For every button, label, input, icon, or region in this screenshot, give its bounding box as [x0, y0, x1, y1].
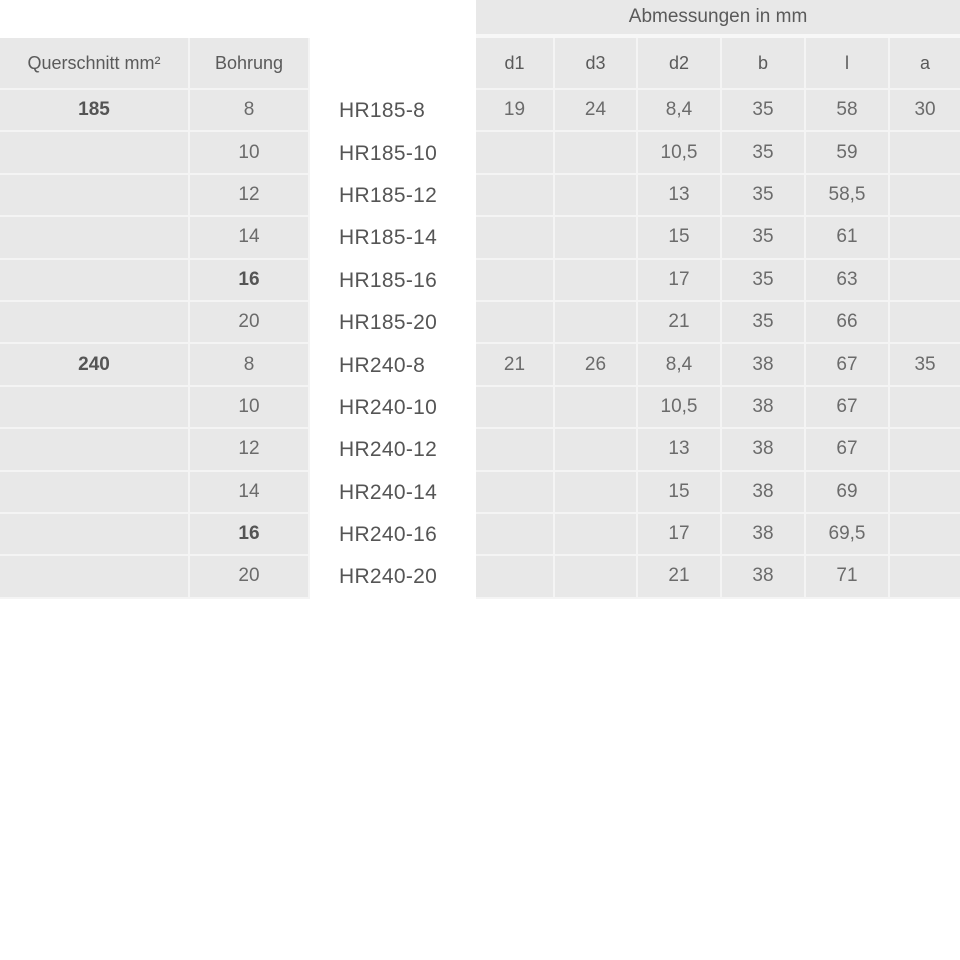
cell-querschnitt: 185 [0, 90, 190, 132]
cell-b: 38 [722, 429, 806, 471]
cell-l: 58,5 [806, 175, 890, 217]
cell-querschnitt [0, 260, 190, 302]
cell-querschnitt [0, 217, 190, 259]
cell-d2: 13 [638, 175, 722, 217]
cell-artikel: HR185-20 [310, 302, 476, 344]
cell-a [890, 429, 960, 471]
cell-d2: 17 [638, 260, 722, 302]
cell-bohrung: 16 [190, 260, 310, 302]
table-row [0, 90, 960, 132]
cell-d2: 17 [638, 514, 722, 556]
cell-querschnitt [0, 556, 190, 598]
cell-bohrung: 20 [190, 556, 310, 598]
cell-querschnitt [0, 302, 190, 344]
cell-artikel: HR240-10 [310, 387, 476, 429]
cell-d1 [476, 260, 555, 302]
table-row [0, 429, 960, 471]
cell-artikel: HR240-20 [310, 556, 476, 598]
cell-d1 [476, 132, 555, 174]
table-row [0, 302, 960, 344]
cell-querschnitt: 240 [0, 344, 190, 386]
cell-b: 38 [722, 387, 806, 429]
cell-d3 [555, 387, 638, 429]
header-b: b [722, 38, 806, 90]
cell-a [890, 302, 960, 344]
cell-l: 59 [806, 132, 890, 174]
table-row [0, 514, 960, 556]
cell-d3 [555, 556, 638, 598]
cell-querschnitt [0, 429, 190, 471]
cell-d3: 26 [555, 344, 638, 386]
cell-a [890, 132, 960, 174]
table-row [0, 175, 960, 217]
cell-artikel: HR240-12 [310, 429, 476, 471]
header-row [0, 38, 960, 90]
cell-a [890, 260, 960, 302]
cell-a [890, 175, 960, 217]
cell-d1 [476, 175, 555, 217]
cell-b: 38 [722, 556, 806, 598]
cell-l: 67 [806, 387, 890, 429]
cell-d3 [555, 429, 638, 471]
cell-bohrung: 8 [190, 90, 310, 132]
super-header-spacer [0, 0, 476, 38]
cell-d1 [476, 556, 555, 598]
cell-d3: 24 [555, 90, 638, 132]
cell-d1 [476, 429, 555, 471]
cell-d1 [476, 302, 555, 344]
cell-bohrung: 10 [190, 132, 310, 174]
cell-b: 35 [722, 175, 806, 217]
table-row [0, 472, 960, 514]
cell-d2: 10,5 [638, 387, 722, 429]
cell-d1: 21 [476, 344, 555, 386]
cell-d2: 8,4 [638, 344, 722, 386]
cell-d2: 15 [638, 217, 722, 259]
cell-b: 35 [722, 217, 806, 259]
header-d3: d3 [555, 38, 638, 90]
cell-bohrung: 12 [190, 429, 310, 471]
cell-b: 35 [722, 132, 806, 174]
cell-artikel: HR240-14 [310, 472, 476, 514]
cell-l: 67 [806, 429, 890, 471]
cell-querschnitt [0, 175, 190, 217]
cell-querschnitt [0, 514, 190, 556]
cell-d3 [555, 514, 638, 556]
cell-artikel: HR240-16 [310, 514, 476, 556]
cell-a: 35 [890, 344, 960, 386]
cell-bohrung: 10 [190, 387, 310, 429]
table-row [0, 556, 960, 598]
cell-a [890, 556, 960, 598]
cell-artikel: HR185-8 [310, 90, 476, 132]
cell-l: 61 [806, 217, 890, 259]
header-querschnitt: Querschnitt mm² [0, 38, 190, 90]
cell-querschnitt [0, 472, 190, 514]
cell-d1 [476, 514, 555, 556]
cell-b: 35 [722, 302, 806, 344]
cell-artikel: HR185-10 [310, 132, 476, 174]
header-artikel [310, 38, 476, 90]
cell-d3 [555, 175, 638, 217]
cell-querschnitt [0, 132, 190, 174]
cell-a [890, 514, 960, 556]
cell-bohrung: 14 [190, 217, 310, 259]
table-row [0, 387, 960, 429]
super-header-dimensions: Abmessungen in mm [476, 0, 960, 38]
header-a: a [890, 38, 960, 90]
cell-bohrung: 8 [190, 344, 310, 386]
table-row [0, 260, 960, 302]
cell-a: 30 [890, 90, 960, 132]
cell-bohrung: 14 [190, 472, 310, 514]
cell-bohrung: 12 [190, 175, 310, 217]
cell-d3 [555, 472, 638, 514]
cell-d3 [555, 217, 638, 259]
cell-artikel: HR185-16 [310, 260, 476, 302]
cell-a [890, 217, 960, 259]
cell-querschnitt [0, 387, 190, 429]
cell-a [890, 472, 960, 514]
cell-d1: 19 [476, 90, 555, 132]
cell-l: 58 [806, 90, 890, 132]
cell-artikel: HR185-14 [310, 217, 476, 259]
cell-a [890, 387, 960, 429]
cell-l: 69 [806, 472, 890, 514]
table-row [0, 132, 960, 174]
table-row [0, 344, 960, 386]
cell-l: 67 [806, 344, 890, 386]
header-bohrung: Bohrung [190, 38, 310, 90]
cell-d1 [476, 217, 555, 259]
cell-d2: 21 [638, 556, 722, 598]
cell-d3 [555, 132, 638, 174]
cell-l: 71 [806, 556, 890, 598]
cell-d3 [555, 302, 638, 344]
cell-d2: 10,5 [638, 132, 722, 174]
cell-bohrung: 16 [190, 514, 310, 556]
cell-bohrung: 20 [190, 302, 310, 344]
header-l: l [806, 38, 890, 90]
cell-b: 38 [722, 514, 806, 556]
cell-artikel: HR185-12 [310, 175, 476, 217]
cell-d1 [476, 472, 555, 514]
header-d2: d2 [638, 38, 722, 90]
cell-d2: 15 [638, 472, 722, 514]
cell-d2: 8,4 [638, 90, 722, 132]
cell-l: 63 [806, 260, 890, 302]
cell-b: 38 [722, 472, 806, 514]
table-row [0, 217, 960, 259]
cell-l: 66 [806, 302, 890, 344]
cell-d2: 21 [638, 302, 722, 344]
cell-b: 35 [722, 260, 806, 302]
cell-d1 [476, 387, 555, 429]
cell-artikel: HR240-8 [310, 344, 476, 386]
cell-b: 38 [722, 344, 806, 386]
cell-l: 69,5 [806, 514, 890, 556]
cell-d3 [555, 260, 638, 302]
header-d1: d1 [476, 38, 555, 90]
cell-d2: 13 [638, 429, 722, 471]
super-header-row [0, 0, 960, 38]
cell-b: 35 [722, 90, 806, 132]
